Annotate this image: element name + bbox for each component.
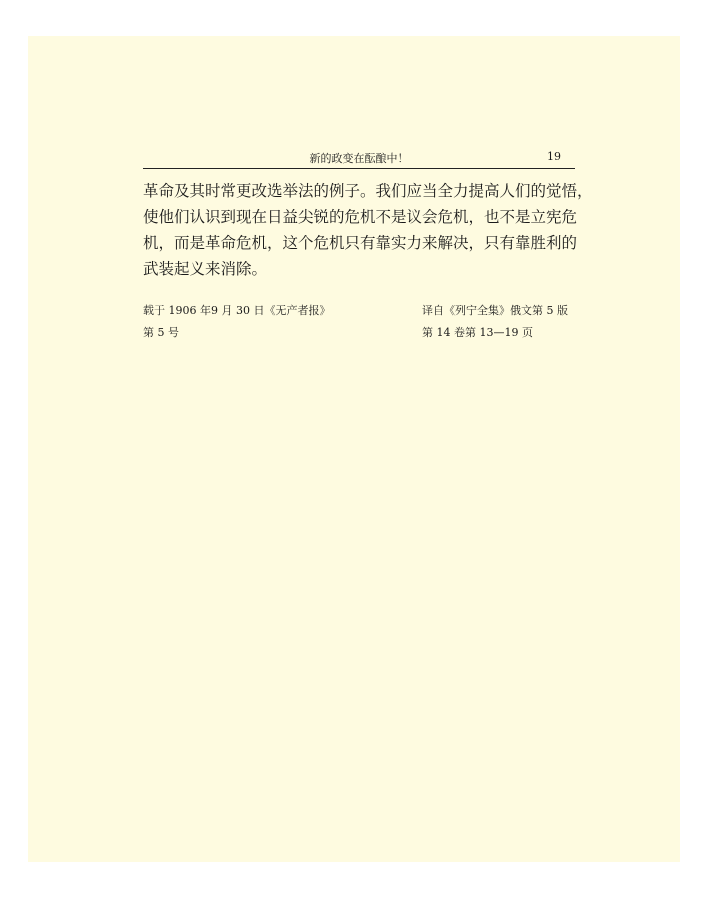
body-line: 使他们认识到现在日益尖锐的危机不是议会危机，也不是立宪危 [143,208,578,226]
page-number: 19 [547,150,561,163]
translation-source-line: 译自《列宁全集》俄文第 5 版 [422,304,568,317]
publication-source [143,300,330,344]
publication-source-line: 第 5 号 [143,326,179,339]
translation-source [422,300,568,344]
body-line: 机，而是革命危机，这个危机只有靠实力来解决，只有靠胜利的 [143,234,578,252]
book-page [28,36,680,862]
translation-source-line: 第 14 卷第 13—19 页 [422,326,533,339]
body-line: 革命及其时常更改选举法的例子。我们应当全力提高人们的觉悟， [143,182,593,200]
body-paragraph [143,178,593,282]
publication-source-line: 载于 1906 年9 月 30 日《无产者报》 [143,304,331,317]
chapter-title: 新的政变在酝酿中！ [309,152,409,165]
running-header [143,148,575,169]
body-line: 武装起义来消除。 [143,260,268,278]
